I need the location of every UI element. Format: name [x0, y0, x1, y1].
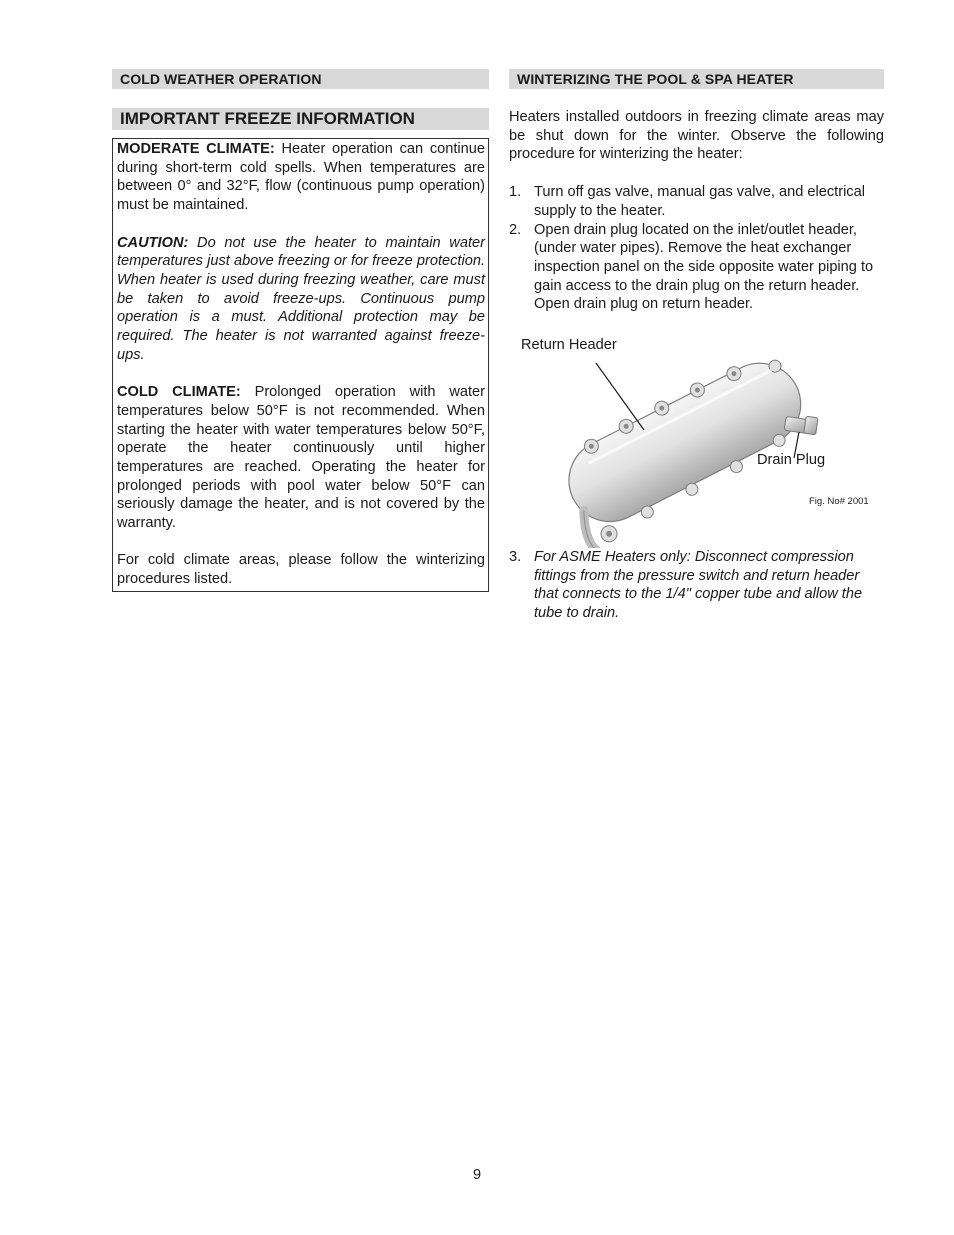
closing-paragraph: For cold climate areas, please follow the winterizing procedures listed.	[117, 552, 485, 588]
right-column	[509, 69, 884, 623]
step-text: For ASME Heaters only: Disconnect compression fittings from the pressure switch and return header that connects to the 1/4" copper tube and allow the tube to drain.	[534, 549, 863, 622]
left-column	[112, 69, 489, 592]
moderate-climate-paragraph	[117, 140, 485, 215]
cold-climate-text: Prolonged operation with water temperatures below 50°F is not recommended. When starting the heater with water temperatures below 50°F, operate the heater continuously until higher temperatures are reached. Operating the heater for prolonged periods with pool water below 50°F can seriously damage the heater, and is not covered by the warranty.	[117, 384, 486, 532]
return-header-figure	[509, 320, 884, 548]
step-number: 1.	[509, 184, 522, 201]
step-item	[509, 548, 884, 623]
step-item	[509, 183, 884, 220]
moderate-climate-label: MODERATE CLIMATE:	[117, 141, 275, 157]
return-header-leader-line	[596, 363, 644, 430]
return-header-tank	[547, 343, 828, 548]
step-number: 2.	[509, 221, 522, 238]
caution-text: Do not use the heater to maintain water temperatures just above freezing or for freeze protection. When heater is used during freezing weather, care must be taken to avoid freeze-ups. Continuous pump operation is a must. Additional protection may be required. The heater is not warranted against freeze-ups.	[117, 234, 485, 363]
box-heading-freeze-info: IMPORTANT FREEZE INFORMATION	[112, 108, 489, 130]
winterizing-steps-continued	[509, 548, 884, 623]
page-number: 9	[472, 1167, 482, 1183]
step-number: 3.	[509, 549, 522, 566]
figure-number: Fig. No# 2001	[809, 496, 869, 508]
winterizing-steps	[509, 183, 884, 314]
drain-plug-label: Drain Plug	[757, 452, 826, 469]
cold-climate-label: COLD CLIMATE:	[117, 384, 241, 401]
return-header-illustration	[509, 320, 884, 548]
section-heading-winterizing: WINTERIZING THE POOL & SPA HEATER	[509, 69, 884, 89]
step-text: Turn off gas valve, manual gas valve, and electrical supply to the heater.	[534, 184, 865, 219]
step-text: Open drain plug located on the inlet/outlet header, (under water pipes). Remove the heat exchanger inspection panel on the side opposite water piping to gain access to the drain plug on the return header. Open drain plug on return header.	[534, 221, 874, 313]
caution-label: CAUTION:	[117, 234, 189, 251]
winterizing-intro: Heaters installed outdoors in freezing climate areas may be shut down for the winter. Observe the following procedure for winterizing the heater:	[509, 109, 884, 163]
return-header-label: Return Header	[521, 337, 617, 354]
step-item	[509, 221, 884, 315]
caution-paragraph	[117, 234, 485, 365]
moderate-climate-text: Heater operation can continue during short-term cold spells. When temperatures are between 0° and 32°F, flow (continuous pump operation) must be maintained.	[117, 141, 485, 214]
freeze-info-box	[112, 138, 489, 592]
section-heading-cold-weather: COLD WEATHER OPERATION	[112, 69, 489, 89]
cold-climate-paragraph	[117, 383, 485, 533]
